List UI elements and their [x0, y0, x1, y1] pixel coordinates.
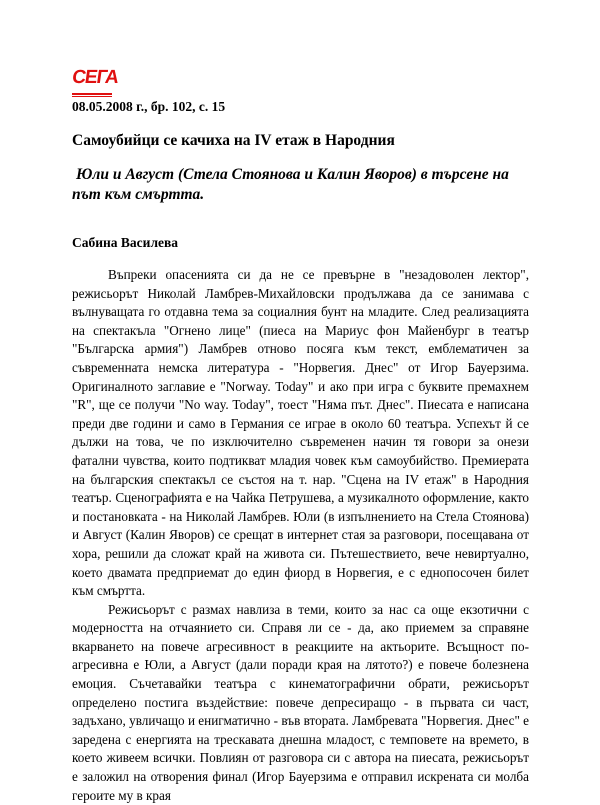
- sega-logo-text: СЕГА: [70, 67, 120, 88]
- issue-line: 08.05.2008 г., бр. 102, с. 15: [72, 99, 226, 114]
- article-subtitle: Юли и Август (Стела Стоянова и Калин Яворов) в търсене на път към смъртта.: [72, 166, 509, 203]
- article-headline: Самоубийци се качиха на IV етаж в Народния: [72, 132, 395, 149]
- article-author: Сабина Василева: [72, 235, 179, 250]
- body-paragraph: Режисьорът с размах навлиза в теми, които за нас са още екзотични с модерността на отчаянието си. Справя ли се - да, ако приемем за справяне вкарването на повече агресивност в реакциите на актьорите. Всъщност по-агресивна е Юли, а Август (дали поради края на лятото?) е повече болезнена емоция. Съчетавайки театъра с кинематографични обрати, режисьорът определено постига въздействие: повече депресиращо - в първата си част, задъхано, увличащо и енигматично - във втората. Ламбревата "Норвегия. Днес" е заредена с енергията на трескавата днешна младост, с темповете на времето, в което живеем всички. Повлиян от разговора си с автора на пиесата, режисьорът е заложил на отворения финал (Игор Бауерзима е отправил искрената си молба героите му в края: [72, 601, 529, 803]
- article-body: [72, 266, 529, 805]
- sega-logo: [70, 66, 120, 98]
- body-paragraph: Въпреки опасенията си да не се превърне в "незадоволен лектор", режисьорът Николай Ламбрев-Михайловски продължава да се занимава с вълнуващата го отдавна тема за социалния бунт на младите. След реализацията на спектакъла "Огнено лице" (пиеса на Мариус фон Майенбург в театър "Българска армия") Ламбрев отново посяга към текст, емблематичен за съвременната немска литература - "Норвегия. Днес" от Игор Бауерзима. Оригиналното заглавие е "Norway. Today" и ако при игра с буквите премахнем "R", ще се получи "No way. Today", тоест "Няма път. Днес". Пиесата е написана преди две години и само в Германия се играе в около 60 театъра. Успехът й се дължи на това, че по изключително съвременен начин тя говори за онези фатални чувства, които подтикват младия човек към самоубийство. Премиерата на българския спектакъл се състоя на т. нар. "Сцена на IV етаж" в Народния театър. Сценографията е на Чайка Петрушева, а музикалното оформление, както и постановката - на Николай Ламбрев. Юли (в изпълнението на Стела Стоянова) и Август (Калин Яворов) се срещат в интернет стая за разговори, посещавана от хора, решили да сложат край на живота си. Пътешествието, вече невиртуално, което двамата предприемат до един фиорд в Норвегия, е с еднопосочен билет към смъртта.: [72, 267, 529, 599]
